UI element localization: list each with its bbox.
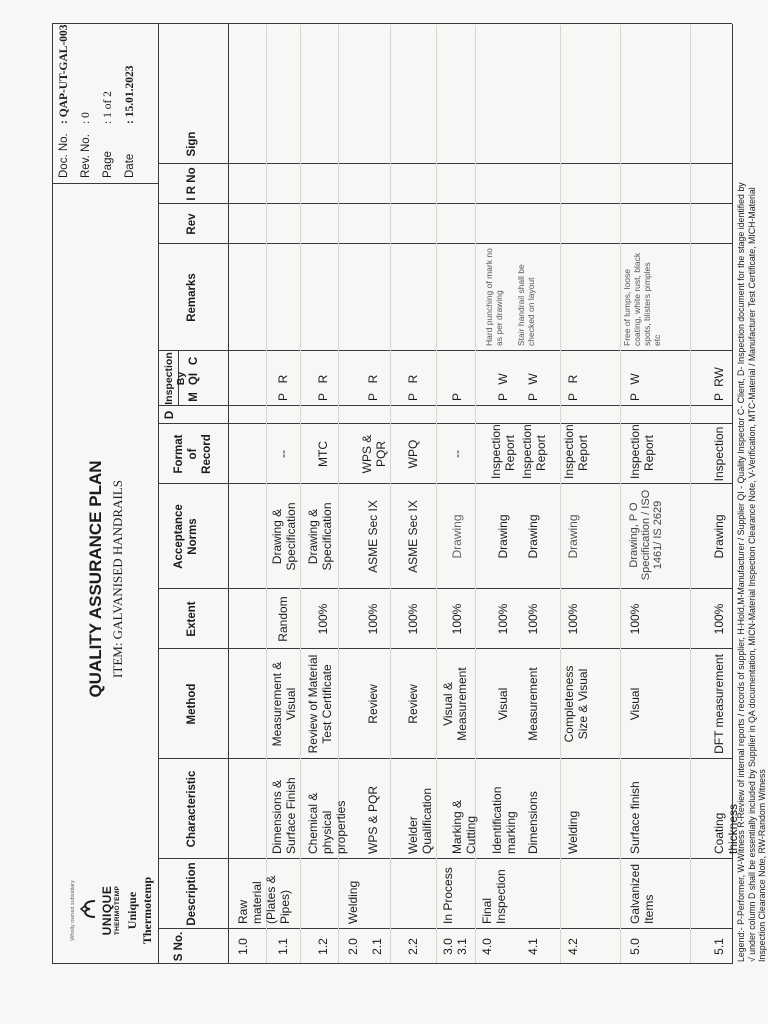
row-12-extent: 100% (628, 603, 642, 635)
logo-brand-top: UNIQUE (100, 885, 114, 936)
company-name: Unique Thermotemp (125, 876, 154, 945)
row-13-sno: 5.1 (712, 938, 726, 955)
page-title: QUALITY ASSURANCE PLAN (86, 460, 105, 698)
row-2-qi: R (276, 374, 290, 384)
row-2-format: -- (276, 450, 290, 458)
legend-line-2: √ under column D shall be essentially included by Supplier in QA documentation, MICN-Material Inspection Clearance Note, V-Verification, MTC-Material / Manufacturer Test Certificate, MICH-Material (747, 187, 757, 962)
row-13-extent: 100% (712, 603, 726, 635)
row-1-sno: 1.0 (236, 938, 250, 955)
row-7-sno: 3.0 (441, 938, 455, 955)
row-13-characteristic: Coating thickness (712, 803, 740, 854)
row-12-sno: 5.0 (628, 938, 642, 955)
row-divider (300, 25, 301, 963)
row-divider (266, 25, 267, 963)
row-11-acceptance: Drawing (566, 514, 580, 559)
row-6-m: P (406, 393, 420, 402)
row-12-description: Galvanized Items (628, 863, 656, 924)
header-sno: S No. (173, 931, 185, 962)
header-characteristic: Characteristic (186, 770, 198, 848)
row-2-method: Measurement & Visual (270, 661, 298, 747)
row-8-method: Visual & Measurement (441, 667, 469, 741)
row-8-format: -- (450, 450, 464, 458)
row-3-characteristic: Chemical & physical properties (306, 792, 348, 854)
row-2-extent: Random (276, 596, 290, 642)
row-11-characteristic: Welding (566, 810, 580, 854)
row-12-m: P (628, 393, 642, 402)
row-divider (620, 25, 621, 963)
row-11-qi: R (566, 374, 580, 384)
row-1-description: Raw material (Plates & Pipes) (236, 875, 292, 924)
date-value: : 15.01.2023 (124, 65, 136, 124)
row-5-method: Review (366, 684, 380, 724)
doc-no-value: : QAP-UT-GAL-003 (58, 24, 70, 124)
row-3-method: Review of Material Test Certificate (306, 654, 334, 754)
row-3-acceptance: Drawing & Specification (306, 502, 334, 571)
rule (158, 588, 732, 589)
row-6-sno: 2.2 (406, 938, 420, 955)
legend-line-1: Legend:- P-Performer, W-Witness R-Review of internal reports / records of supplier, H-Hold,M-Manufacturer / Supplier QI - Quality Inspector C- Client, D- Inspection document for the stage identified by (736, 182, 746, 962)
row-5-characteristic: WPS & PQR (366, 785, 380, 854)
row-5-m: P (366, 393, 380, 402)
row-2-sno: 1.1 (276, 938, 290, 955)
row-divider (436, 25, 437, 963)
row-5-acceptance: ASME Sec IX (366, 500, 380, 573)
row-12-acceptance: Drawing, P O Specification / ISO 1461/ IS 2629 (628, 489, 664, 581)
header-remarks: Remarks (186, 273, 198, 322)
rule (158, 24, 159, 964)
page-value: : 1 of 2 (102, 91, 114, 124)
header-qi: QI (188, 372, 200, 386)
company-logo (70, 863, 154, 958)
header-acceptance: Acceptance Norms (173, 504, 199, 569)
row-9-format: Inspection Report (489, 424, 517, 479)
row-6-method: Review (406, 684, 420, 724)
rule (158, 243, 732, 244)
row-6-qi: R (406, 374, 420, 384)
row-10-remarks: Stair handrail shall be checked on layout (516, 264, 536, 346)
rule (158, 858, 732, 859)
row-5-format: WPS & PQR (360, 434, 388, 474)
header-irno: I R No (186, 167, 198, 201)
row-4-description: Welding (346, 880, 360, 924)
rule (158, 423, 732, 424)
row-7-description: In Process (441, 867, 455, 924)
row-10-extent: 100% (526, 603, 540, 635)
rule (228, 24, 229, 964)
row-9-characteristic: Identification marking (490, 786, 518, 854)
legend-line-3: Inspection Clearance Note, RW-Random Witness (757, 769, 767, 962)
row-6-extent: 100% (406, 603, 420, 635)
row-2-acceptance: Drawing & Specification (270, 502, 298, 571)
row-13-method: DFT measurement (712, 654, 726, 754)
rule (158, 405, 732, 406)
row-13-format: Inspection (712, 426, 726, 482)
row-divider (390, 25, 391, 963)
row-9-sno: 4.0 (480, 938, 494, 955)
rev-no-value: : 0 (80, 112, 92, 124)
header-c: C (188, 356, 200, 366)
row-10-characteristic: Dimensions (526, 791, 540, 854)
rule (158, 483, 732, 484)
row-12-characteristic: Surface finish (628, 781, 642, 854)
logo-brand-bottom: THERMOTEMP (114, 885, 121, 936)
row-9-qi: W (496, 373, 510, 385)
row-2-characteristic: Dimensions & Surface Finish (270, 777, 298, 854)
doc-no-label: Doc. No. (58, 133, 70, 178)
row-8-sno: 3.1 (455, 938, 469, 955)
header-method: Method (186, 683, 198, 725)
page-label: Page (102, 151, 114, 178)
header-sign: Sign (186, 131, 198, 157)
row-6-acceptance: ASME Sec IX (406, 500, 420, 573)
row-13-m: P (712, 393, 726, 402)
row-9-m: P (496, 393, 510, 402)
header-rev: Rev (186, 213, 198, 235)
row-9-description: Final Inspection (480, 869, 508, 924)
row-10-method: Measurement (526, 667, 540, 741)
rule (158, 203, 732, 204)
item-subtitle: ITEM: GALVANISED HANDRAILS (110, 480, 125, 678)
row-3-m: P (316, 393, 330, 402)
row-11-sno: 4.2 (566, 938, 580, 955)
row-8-extent: 100% (450, 603, 464, 635)
row-5-extent: 100% (366, 603, 380, 635)
row-11-format: Inspection Report (562, 424, 590, 479)
rule (52, 24, 53, 964)
row-12-remarks: Free of lumps, loose coating, white rust, black spots, blisters pimples etc (622, 252, 662, 346)
row-3-sno: 1.2 (316, 938, 330, 955)
row-10-sno: 4.1 (526, 938, 540, 955)
rule (52, 23, 732, 24)
row-2-m: P (276, 393, 290, 402)
row-11-extent: 100% (566, 603, 580, 635)
row-8-m: P (450, 393, 464, 402)
row-5-qi: R (366, 374, 380, 384)
logo-tagline: Wholly owned subsidiary (70, 880, 76, 941)
row-13-qi: RW (712, 367, 726, 387)
rev-no-label: Rev. No. (80, 134, 92, 178)
row-10-m: P (526, 393, 540, 402)
row-8-characteristic: Marking & Cutting (450, 799, 478, 854)
row-5-sno: 2.1 (370, 938, 384, 955)
row-11-m: P (566, 393, 580, 402)
row-9-acceptance: Drawing (496, 514, 510, 559)
row-3-qi: R (316, 374, 330, 384)
header-m: M (188, 392, 200, 402)
rule (52, 183, 158, 184)
row-divider (560, 25, 561, 963)
row-13-acceptance: Drawing (712, 514, 726, 559)
header-format: Format of Record (173, 434, 213, 474)
row-3-format: MTC (316, 441, 330, 467)
header-description: Description (186, 862, 198, 926)
logo-mark-icon (80, 898, 98, 920)
header-d: D (164, 410, 176, 420)
row-10-acceptance: Drawing (526, 514, 540, 559)
row-9-extent: 100% (496, 603, 510, 635)
row-6-format: WPQ (406, 439, 420, 469)
row-4-sno: 2.0 (346, 938, 360, 955)
row-6-characteristic: Welder Qualification (406, 787, 434, 854)
row-3-extent: 100% (316, 603, 330, 635)
row-12-format: Inspection Report (628, 424, 656, 479)
row-10-qi: W (526, 373, 540, 385)
row-9-method: Visual (496, 687, 510, 721)
row-12-method: Visual (628, 687, 642, 721)
row-10-format: Inspection Report (520, 424, 548, 479)
row-divider (690, 25, 691, 963)
row-12-qi: W (628, 373, 642, 385)
row-9-remarks: Hard punching of mark no as per drawing (484, 248, 504, 346)
row-8-acceptance: Drawing (450, 514, 464, 559)
header-extent: Extent (186, 601, 198, 637)
date-label: Date (124, 153, 136, 178)
header-inspection-by: Inspection By (163, 352, 187, 405)
row-11-method: Completeness Size & Visual (562, 665, 590, 743)
rule (158, 350, 732, 351)
rule (158, 163, 732, 164)
